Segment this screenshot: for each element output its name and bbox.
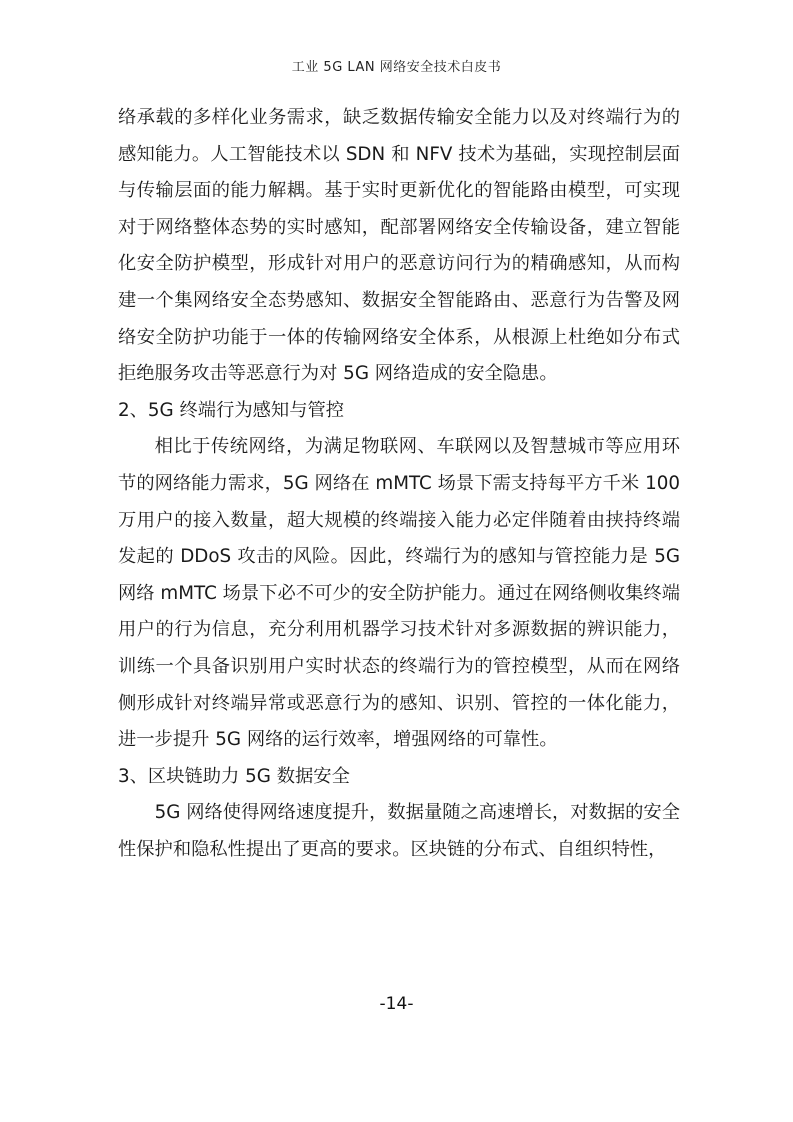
page-number: -14-: [379, 994, 414, 1014]
page-header-title: 工业 5G LAN 网络安全技术白皮书: [291, 60, 502, 75]
section-heading-3: 3、区块链助力 5G 数据安全: [118, 765, 350, 787]
paragraph-1: 络承载的多样化业务需求，缺乏数据传输安全能力以及对终端行为的感知能力。人工智能技术以 SDN 和 NFV 技术为基础，实现控制层面与传输层面的能力解耦。基于实时更新优化的智能路由模型，可实现对于网络整体态势的实时感知，配部署网络安全传输设备，建立智能化安全防护模型，形成针对用户的恶意访问行为的精确感知，从而构建一个集网络安全态势感知、数据安全智能路由、恶意行为告警及网络安全防护功能于一体的传输网络安全体系，从根源上杜绝如分布式拒绝服务攻击等恶意行为对 5G 网络造成的安全隐患。: [118, 107, 680, 385]
paragraph-2: 相比于传统网络，为满足物联网、车联网以及智慧城市等应用环节的网络能力需求，5G 网络在 mMTC 场景下需支持每平方千米 100 万用户的接入数量，超大规模的终端接入能力必定伴随着由挟持终端发起的 DDoS 攻击的风险。因此，终端行为的感知与管控能力是 5G 网络 mMTC 场景下必不可少的安全防护能力。通过在网络侧收集终端用户的行为信息，充分利用机器学习技术针对多源数据的辨识能力，训练一个具备识别用户实时状态的终端行为的管控模型，从而在网络侧形成针对终端异常或恶意行为的感知、识别、管控的一体化能力，进一步提升 5G 网络的运行效率，增强网络的可靠性。: [118, 436, 680, 751]
paragraph-3: 5G 网络使得网络速度提升，数据量随之高速增长，对数据的安全性保护和隐私性提出了更高的要求。区块链的分布式、自组织特性，: [118, 802, 680, 860]
document-body: [118, 100, 680, 868]
section-heading-2: 2、5G 终端行为感知与管控: [118, 399, 345, 421]
